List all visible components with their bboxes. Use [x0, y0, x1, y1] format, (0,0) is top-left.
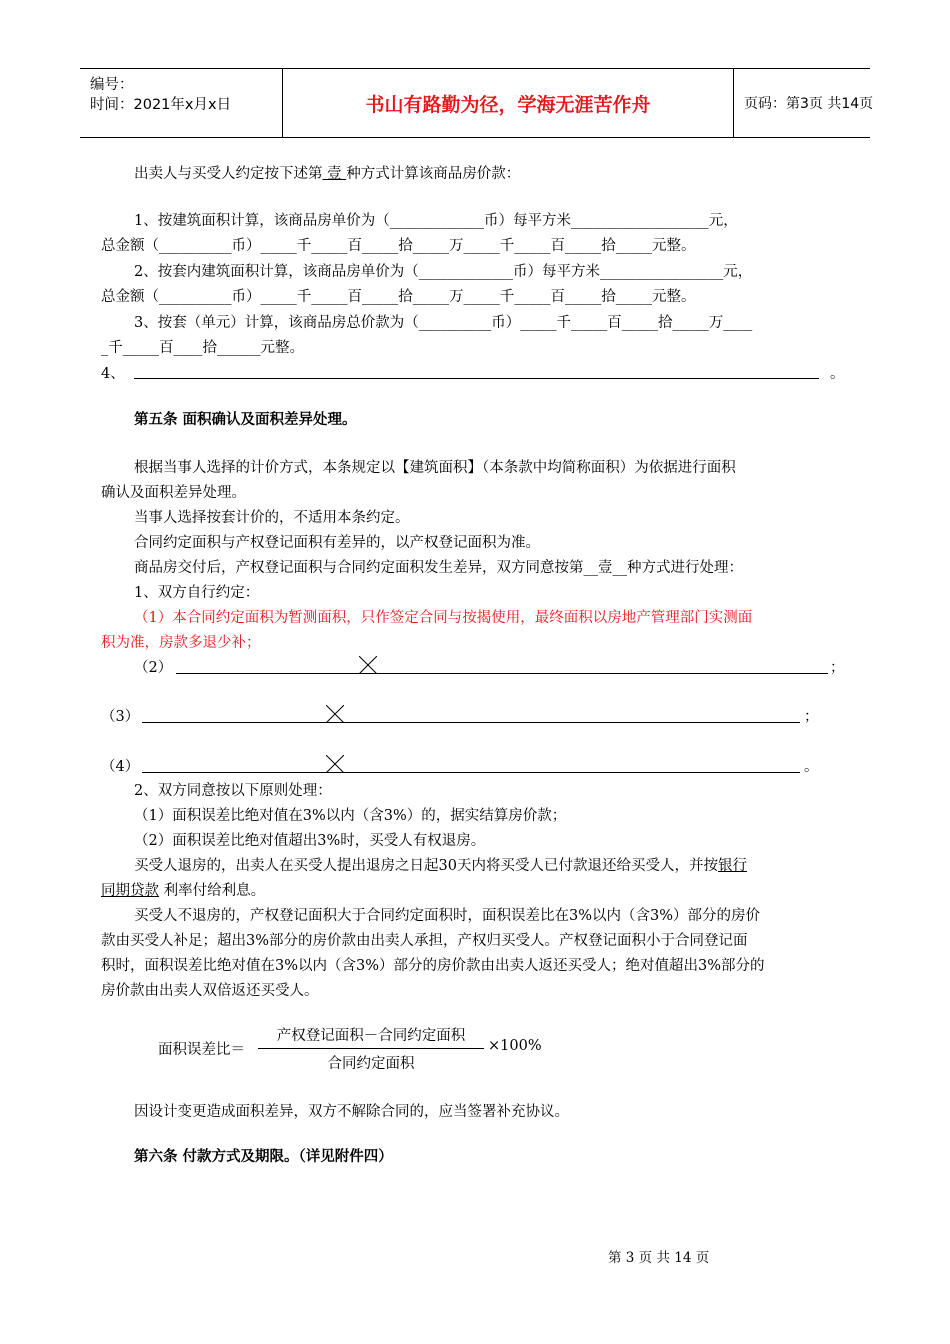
para-6-line-a: 买受人不退房的，产权登记面积大于合同约定面积时，面积误差比在3%以内（含3%）部分的房价	[134, 908, 761, 924]
option-2-heading: 2、双方同意按以下原则处理：	[134, 783, 332, 799]
intro-text-a: 出卖人与买受人约定按下述第	[134, 166, 323, 182]
header-motto: 书山有路勤为径，学海无涯苦作舟	[282, 69, 734, 137]
item-4-number: （4）	[101, 759, 140, 775]
para-1-line-a: 根据当事人选择的计价方式，本条规定以【建筑面积】（本条款中均简称面积）为依据进行面积	[134, 460, 736, 476]
formula-fraction-bar	[258, 1048, 484, 1049]
red-clause-line-b: 积为准，房款多退少补；	[101, 635, 261, 651]
item-2-number: （2）	[134, 660, 173, 676]
item-4-cross-mark	[326, 755, 344, 773]
article-6-title: 第六条 付款方式及期限。（详见附件四）	[134, 1148, 393, 1165]
pricing-intro	[134, 164, 520, 184]
para-5-text-a: 买受人退房的，出卖人在买受人提出退房之日起30天内将买受人已付款退还给买受人，并按	[134, 858, 718, 874]
para-1-line-b: 确认及面积差异处理。	[101, 485, 246, 501]
header-page-label: 页码：第3页 共14页	[744, 96, 874, 112]
item-3-cross-mark	[326, 705, 344, 723]
rule-2: （2）面积误差比绝对值超出3%时，买受人有权退房。	[134, 833, 486, 849]
item-3-blank-line	[142, 722, 800, 723]
item-2-end: ；	[830, 660, 845, 676]
formula-percent: ×100%	[488, 1038, 542, 1054]
method-1-line-a: 1、按建筑面积计算，该商品房单价为（_____________币）每平方米___________________元，	[134, 213, 738, 229]
para-5-line-b	[101, 881, 265, 901]
item-2-blank-line	[176, 673, 828, 674]
method-4-number: 4、	[101, 366, 125, 382]
item-3-end: ；	[804, 709, 819, 725]
para-4: 商品房交付后，产权登记面积与合同约定面积发生差异，双方同意按第__壹__种方式进行处理：	[134, 560, 743, 576]
para-5-text-b: 利率付给利息。	[159, 883, 266, 899]
intro-choice: 壹	[322, 166, 347, 182]
para-5-line-a	[134, 856, 747, 876]
header-left-cell	[80, 69, 282, 137]
para-2: 当事人选择按套计价的，不适用本条约定。	[134, 510, 410, 526]
red-clause-line-a: （1）本合同约定面积为暂测面积，只作签定合同与按揭使用，最终面积以房地产管理部门实测面	[134, 610, 753, 626]
method-4-end: 。	[830, 366, 845, 382]
footer-page-number: 第 3 页 共 14 页	[608, 1250, 710, 1266]
page-header	[80, 68, 874, 138]
para-7: 因设计变更造成面积差异，双方不解除合同的，应当签署补充协议。	[134, 1104, 569, 1120]
method-2-line-b: 总金额（__________币）_____千_____百_____拾_____万_____千_____百_____拾_____元整。	[101, 289, 696, 305]
method-3-line-b: _千_____百____拾______元整。	[101, 340, 304, 356]
method-1-line-b: 总金额（__________币）_____千_____百_____拾_____万_____千_____百_____拾_____元整。	[101, 238, 696, 254]
para-3: 合同约定面积与产权登记面积有差异的，以产权登记面积为准。	[134, 535, 540, 551]
item-4-end: 。	[804, 759, 819, 775]
intro-text-b: 种方式计算该商品房价款：	[346, 166, 521, 182]
method-3-line-a: 3、按套（单元）计算，该商品房总价款为（__________币）_____千_____百_____拾_____万____	[134, 315, 753, 331]
method-2-line-a: 2、按套内建筑面积计算，该商品房单价为（_____________币）每平方米_________________元，	[134, 264, 753, 280]
time-label: 时间：2021年x月x日	[90, 97, 232, 113]
item-2-cross-mark	[359, 656, 377, 674]
formula-label: 面积误差比＝	[158, 1042, 245, 1058]
item-3-number: （3）	[101, 709, 140, 725]
method-4-blank-line	[134, 378, 819, 379]
para-6-line-c: 积时，面积误差比绝对值在3%以内（含3%）部分的房价款由出卖人返还买受人；绝对值超出3%部分的	[101, 958, 765, 974]
para-5-underlined-a: 银行	[717, 858, 747, 874]
formula-denominator: 合同约定面积	[327, 1056, 415, 1072]
para-6-line-d: 房价款由出卖人双倍返还买受人。	[101, 983, 319, 999]
para-6-line-b: 款由买受人补足；超出3%部分的房价款由出卖人承担，产权归买受人。产权登记面积小于合同登记面	[101, 933, 748, 949]
option-1-heading: 1、双方自行约定：	[134, 585, 260, 601]
rule-1: （1）面积误差比绝对值在3%以内（含3%）的，据实结算房价款；	[134, 808, 567, 824]
para-5-underlined-b: 同期贷款	[101, 883, 159, 899]
article-5-title: 第五条 面积确认及面积差异处理。	[134, 411, 357, 428]
formula-numerator: 产权登记面积－合同约定面积	[276, 1028, 466, 1044]
item-4-blank-line	[142, 772, 800, 773]
serial-label: 编号：	[90, 77, 134, 93]
